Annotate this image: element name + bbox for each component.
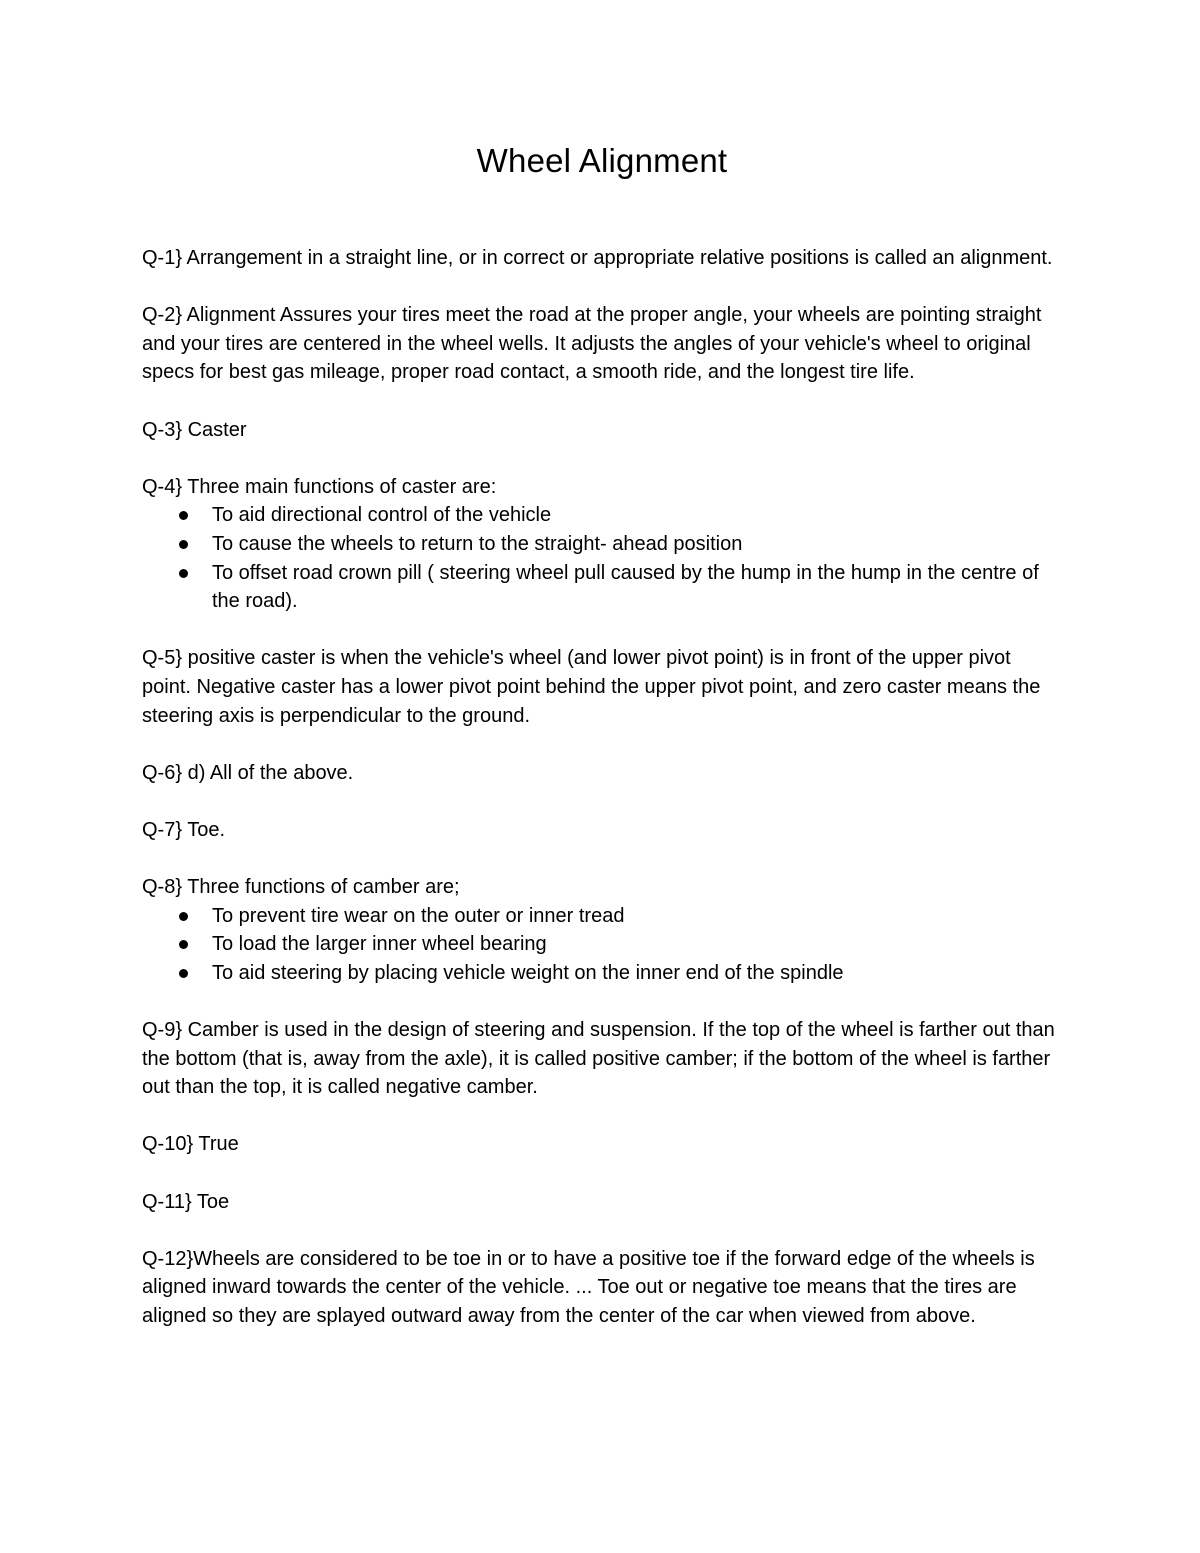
answer-q9: Q-9} Camber is used in the design of steering and suspension. If the top of the wheel is farther out than the bottom (that is, away from the axle), it is called positive camber; if the bottom of the wheel is farther out than the top, it is called negative camber.	[142, 1019, 1055, 1099]
answer-q10: Q-10} True	[142, 1133, 239, 1156]
list-item-text: To prevent tire wear on the outer or inner tread	[212, 904, 625, 927]
answer-q12: Q-12}Wheels are considered to be toe in or to have a positive toe if the forward edge of the wheels is aligned inward towards the center of the vehicle. ... Toe out or negative toe means that the tires are aligned so they are splayed outward away from the center of the car when viewed from above.	[142, 1247, 1035, 1327]
caster-functions-list	[142, 501, 1062, 615]
document-page	[142, 136, 1062, 1359]
document-title: Wheel Alignment	[476, 142, 728, 179]
bullet-icon	[179, 912, 188, 921]
list-item	[212, 559, 1062, 616]
answer-q11: Q-11} Toe	[142, 1190, 230, 1213]
list-item	[212, 902, 1062, 931]
answer-q3: Q-3} Caster	[142, 418, 247, 441]
bullet-icon	[179, 940, 188, 949]
list-item	[212, 501, 1062, 530]
answer-q5: Q-5} positive caster is when the vehicle's wheel (and lower pivot point) is in front of the upper pivot point. Negative caster has a lower pivot point behind the upper pivot point, and zero caster means the steering axis is perpendicular to the ground.	[142, 647, 1041, 727]
list-item-text: To cause the wheels to return to the straight- ahead position	[212, 532, 743, 555]
answer-q2: Q-2} Alignment Assures your tires meet the road at the proper angle, your wheels are pointing straight and your tires are centered in the wheel wells. It adjusts the angles of your vehicle's wheel to original specs for best gas mileage, proper road contact, a smooth ride, and the longest tire life.	[142, 304, 1042, 384]
answer-list	[142, 244, 1062, 1331]
answer-q7: Q-7} Toe.	[142, 818, 226, 841]
answer-q8: Q-8} Three functions of camber are;	[142, 876, 460, 899]
bullet-icon	[179, 511, 188, 520]
list-item-text: To offset road crown pill ( steering wheel pull caused by the hump in the hump in the centre of the road).	[212, 561, 1039, 613]
answer-q4: Q-4} Three main functions of caster are:	[142, 475, 497, 498]
bullet-icon	[179, 540, 188, 549]
answer-q6: Q-6} d) All of the above.	[142, 761, 354, 784]
list-item-text: To aid steering by placing vehicle weight on the inner end of the spindle	[212, 961, 844, 984]
list-item	[212, 930, 1062, 959]
bullet-icon	[179, 569, 188, 578]
list-item	[212, 530, 1062, 559]
list-item-text: To aid directional control of the vehicle	[212, 504, 552, 527]
list-item	[212, 959, 1062, 988]
bullet-icon	[179, 969, 188, 978]
camber-functions-list	[142, 902, 1062, 988]
answer-q1: Q-1} Arrangement in a straight line, or in correct or appropriate relative positions is called an alignment.	[142, 247, 1053, 269]
list-item-text: To load the larger inner wheel bearing	[212, 933, 547, 956]
